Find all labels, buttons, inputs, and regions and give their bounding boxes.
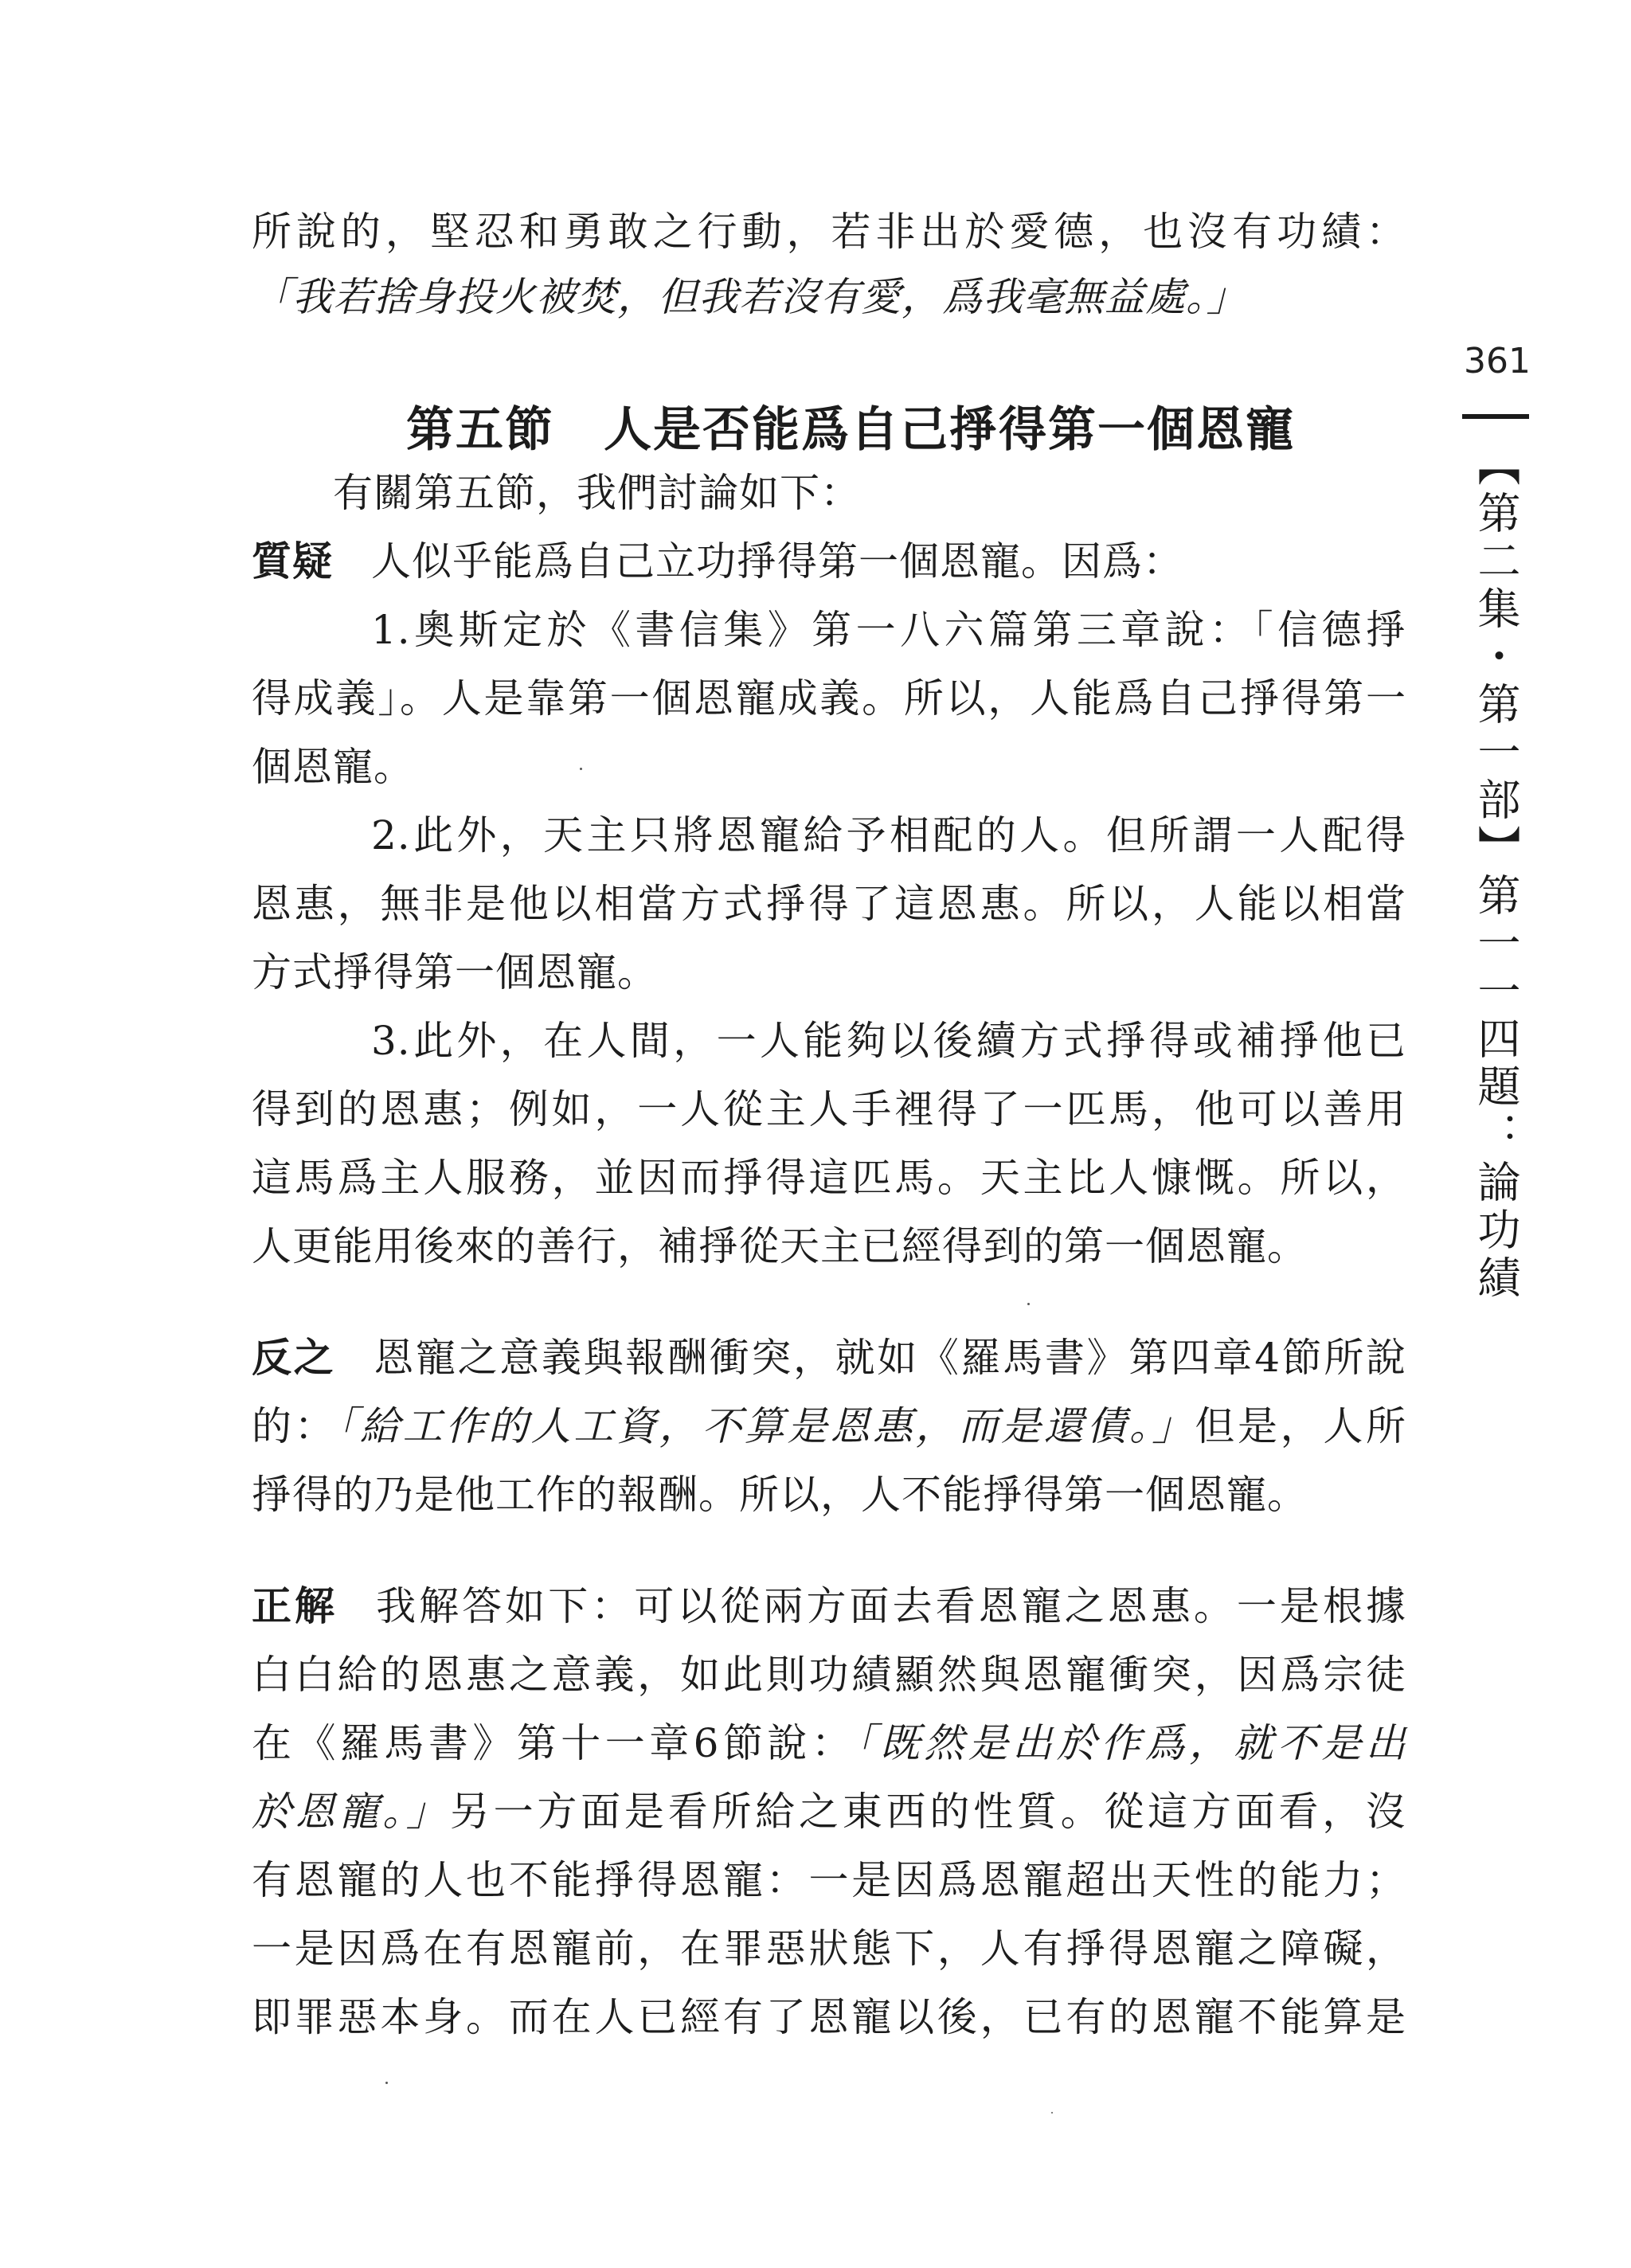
- answer-line: 即罪惡本身。而在人已經有了恩寵以後，已有的恩寵不能算是: [252, 1994, 1406, 2040]
- answer-quote: 「既然是出於作爲，就不是出: [855, 1720, 1406, 1766]
- answer-quote: 於恩寵。」: [252, 1789, 450, 1835]
- section-heading: 第五節 人是否能爲自己掙得第一個恩寵: [406, 402, 1295, 458]
- contra-text: 的：: [252, 1403, 338, 1449]
- point3-line: 這馬爲主人服務，並因而掙得這匹馬。天主比人慷慨。所以，: [252, 1155, 1406, 1201]
- contra-line: [252, 1400, 1406, 1453]
- section-intro: 有關第五節，我們討論如下：: [333, 470, 861, 516]
- contra-quote: 「給工作的人工資，不算是恩惠，而是還債。」: [337, 1403, 1195, 1449]
- answer-text: 我解答如下：可以從兩方面去看恩寵之恩惠。一是根據: [376, 1583, 1407, 1629]
- contra-label: 反之: [252, 1335, 336, 1381]
- contra-line: [252, 1331, 1406, 1384]
- answer-line: 有恩寵的人也不能掙得恩寵：一是因爲恩寵超出天性的能力；: [252, 1857, 1406, 1903]
- scan-speck: [385, 2082, 388, 2084]
- point3-line: 得到的恩惠；例如，一人從主人手裡得了一匹馬，他可以善用: [252, 1086, 1406, 1132]
- answer-line: 一是因爲在有恩寵前，在罪惡狀態下，人有掙得恩寵之障礙，: [252, 1926, 1406, 1972]
- point3-line: 人更能用後來的善行，補掙從天主已經得到的第一個恩寵。: [252, 1223, 1308, 1269]
- scan-speck: [580, 768, 582, 770]
- answer-text: 在《羅馬書》第十一章6節說：: [252, 1720, 856, 1766]
- contra-text: 但是，人所: [1195, 1403, 1407, 1449]
- contra-line: 掙得的乃是他工作的報酬。所以，人不能掙得第一個恩寵。: [252, 1472, 1308, 1518]
- point3-line: 3.此外，在人間，一人能夠以後續方式掙得或補掙他已: [371, 1018, 1406, 1064]
- header-rule: [1462, 414, 1529, 419]
- page-number: 361: [1464, 341, 1531, 381]
- point2-line: 2.此外，天主只將恩寵給予相配的人。但所謂一人配得: [371, 812, 1406, 858]
- answer-label: 正解: [252, 1583, 338, 1629]
- answer-text: 另一方面是看所給之東西的性質。從這方面看，沒: [449, 1789, 1407, 1835]
- answer-line: [252, 1717, 1406, 1769]
- body-line: 所說的，堅忍和勇敢之行動，若非出於愛德，也沒有功績：: [252, 209, 1406, 255]
- point1-line: 1.奧斯定於《書信集》第一八六篇第三章說：「信德掙: [371, 607, 1406, 653]
- objection-intro-text: 人似乎能爲自己立功掙得第一個恩寵。因爲：: [371, 538, 1183, 585]
- point2-line: 恩惠，無非是他以相當方式掙得了這恩惠。所以，人能以相當: [252, 881, 1406, 927]
- answer-line: [252, 1580, 1406, 1633]
- contra-text: 恩寵之意義與報酬衝突，就如《羅馬書》第四章4節所說: [374, 1335, 1407, 1381]
- point2-line: 方式掙得第一個恩寵。: [252, 949, 658, 995]
- quote-line: 「我若捨身投火被焚，但我若沒有愛，爲我毫無益處。」: [252, 274, 1247, 320]
- answer-line: [252, 1785, 1406, 1838]
- objection-label: 質疑: [252, 538, 333, 585]
- scan-speck: [1027, 1303, 1030, 1305]
- scan-speck: [1051, 2112, 1053, 2114]
- point1-line: 個恩寵。: [252, 744, 414, 790]
- answer-line: 白白給的恩惠之意義，如此則功績顯然與恩寵衝突，因爲宗徒: [252, 1652, 1406, 1698]
- point1-line: 得成義」。人是靠第一個恩寵成義。所以，人能爲自己掙得第一: [252, 675, 1406, 721]
- objection-intro: [252, 535, 1406, 588]
- running-head: 【第二集・第一部】第一一四題：論功績: [1471, 443, 1521, 1303]
